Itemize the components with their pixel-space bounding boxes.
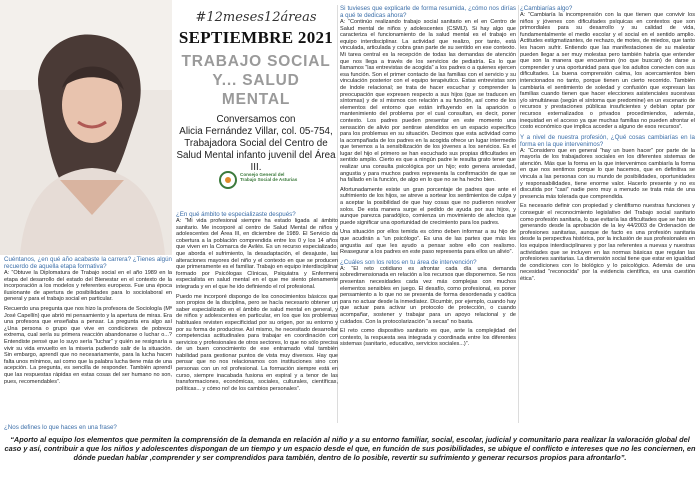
intro-body: Alicia Fernández Villar, col. 05-754, Trabajadora Social del Centro de Salud Mental infanto juvenil del Área III.: [176, 126, 336, 173]
organization-logo: [218, 170, 298, 198]
answer-paragraph: Recuerdo una pregunta que nos hizo la profesora de Sociología (Mª José Capellín) que abrió mi pensamiento y la apertura de miras. Era una profesora que enseñaba a pensar. La pregunta era algo así ¿Una persona o grupo que vive en condiciones de pobreza extrema, cual sería su primera reacción abandonarse o luchar o...? Entendiste pensé que lo suyo sería “luchar” y quién se resignaría a vivir su vida envuelto en la miseria pudiendo salir de la situación. Sin embargo, aprendí que no necesariamente, para la lucha hacen falta unos mínimos, así como que la palabra lucha tiene más de una acepción. La pregunta, es sencilla de responder. También aprendí que las respuestas rápidas en estas cosas del ser humano no son, pues, recomendables”.: [4, 305, 172, 385]
headline-date: SEPTIEMBRE 2021: [178, 28, 334, 47]
logo-text: Consejo General del Trabajo Social de Asturias: [240, 172, 298, 183]
question-heading: ¿Cambiarías algo?: [520, 5, 573, 12]
question-heading: Y a nivel de nuestra profesión, ¿Qué cosas cambiarías en la forma en la que intervenimos?: [520, 133, 695, 148]
column-1: [4, 256, 172, 388]
column-divider: [518, 5, 519, 423]
answer-paragraph: Afortunadamente existe un gran porcentaje de padres que ante el sufrimiento de los hijos, se atreve a sortear los sentimientos de culpa y a aceptar la posibilidad de que hay cosas que no pudieron resolver solos. De esta manera surge el pedido de ayuda por sus hijos, y aunque parezca paradójico, comienza un movimiento de afectos que puede significar una oportunidad de crecimiento para los padres.: [340, 186, 516, 226]
page-title: TRABAJO SOCIAL Y... SALUD MENTAL: [181, 53, 331, 108]
answer-paragraph: Puedo me incorporé dispongo de los conocimientos básicos que son propios de la disciplina, pero se hacía necesario obtener un saber especializado en el ámbito de salud mental en general, y de niños y adolescentes en particular, en los que los problemas habituales revisten especificidad por su origen, por su entorno y por su forma de producirse. Así mismo, he necesitado desarrollar competencias actitudinales para trabajar en coordinación con servicios y profesionales de otros sectores, lo que no sólo precisa de un buen conocimiento de ese entramado vital también habilidad para gestionar puntos de vista muy diversos. Hay que pensar que no nos relacionamos con instituciones sino con personas con un rol profesional. La formación siempre está en curso, siempre inacabada fusiona en espiral y a tenor de las transformaciones, económicas, sociales, culturales, científicas, políticas... y cómo no! de los cambios personales”.: [176, 293, 338, 392]
question-heading: Si tuvieses que explicarle de forma resumida, ¿cómo nos dirías a qué te dedicas ahora?: [340, 5, 516, 19]
answer-paragraph: A: “Mi vida profesional siempre ha estado ligada al ámbito sanitario. Me incorporé al centro de Salud Mental de niños y adolescentes del Área III, en diciembre de 1989. El Servicio da cobertura a la población comprendida entre los 0 y los 14 años que viven en la Comarca de Avilés. Es un recurso especializado, que aborda el sufrimiento, la desadaptación, el desajuste, las alteraciones mayores del niño y el contexto en que se producen que primeramente es el familiar. Trabajo en equipo interdisciplinar formado por Psicólogas Clínicas, Psiquiatra y Enfermera especialista en salud mental en el que me siento plenamente integrada y en el que he ido definiendo el rol profesional.: [176, 218, 338, 290]
hashtag: #12meses12áreas: [195, 10, 317, 25]
question-heading: Cuéntanos, ¿en qué año acabaste la carrera? ¿Tienes algún recuerdo de aquella etapa formativa?: [4, 256, 172, 270]
logo-icon: [218, 170, 238, 190]
answer-paragraph: A: “Obtuve la Diplomatura de Trabajo social en el año 1989 en la etapa del desarrollo del estado del Bienestar en el contexto de la incorporación a los modelos y referentes europeos. Fue una época ilusionante de apertura de posibilidades para lo sociolaboral en general y para el trabajo social en particular.: [4, 270, 172, 303]
column-3: [340, 5, 516, 351]
question-heading: ¿Nos defines lo que haces en una frase?: [4, 424, 117, 431]
intro-lead: Conversamos con: [216, 114, 296, 125]
answer-paragraph: A: “Cambiaría la incomprensión con la que tienen que convivir los niños y jóvenes con dificultades psíquicas en contextos que son primordiales para su desarrollo y su calidad de vida, fundamentalmente el medio escolar y el social en el sentido amplio. Actitudes estigmatizantes, de rechazo, de motes, de miedos, que tanto les hacen sufrir. Entiendo que las manifestaciones de su malestar pueden llegar a ser muy molestas pero también habría que entender que son la manera que encuentran (no que buscan) de darse a comprender y una oportunidad para que los adultos conecten con sus dificultades. La buena comprensión calma, los acercamientos bien intencionados no tanto, porque tienen un cierto recorrido. También cambiaría el sentimiento de soledad y confusión que expresan las familias cuando tienen que hacer elecciones asistenciales sucesivas y/o simultáneas (según el síntoma que predomine) en un escenario de recursos y prestaciones públicas insuficientes y debían optar por recursos externalizados o privados procedimiendos, además, inequidad en el acceso ya que muchas familias no pueden afrontar el costo económico que implica acceder a alguno de esos recursos”.: [520, 12, 695, 131]
answer-paragraph: A: “Continúo realizando trabajo social sanitario en el en Centro de Salud mental de niños y adolescentes (CSMIJ). Si hay algo que caracteriza el funcionamiento de la salud mental es el trabajo en equipo interdisciplinar. La actividad que realizo, por tanto, está vinculada, articulada y cobra gran parte de su sentido en ese contexto. Mi tarea central es la recepción de todas las demandas de atención que nos llega a través de los servicios de pediatría. Es lo que llamamos “las entrevistas de acogida” a los padres o a quienes ejercen esa función. Son el primer contacto de las familias con el servicio y su vinculación posterior con el equipo terapéutico. Estas entrevistas son de índole relacional; se trata de hacer escuchar y comprender la preocupación que expresen respecto a sus hijos (que se traducen en síntomas) y de sí mismos con relación a su función, así como de los elementos del entorno que están influyendo en la aparición o mantenimiento del problema por el cual consultan, es decir, poner contexto. Los padres pueden presentar en este momento una sensación de alivio por sentirse atendidos en un espacio específico para los problemas en su situación. Decimos que esta actividad como la acompañada de los padres en la acogida ofrece un lugar intermedio que tenemos a la sensibilización de los jóvenes a los servicios. Es el lugar del hijo el primero se han escuchado sus propias dificultades en sentido amplio. Cierto es que a ningún padre le resulta grato tener que realizar una consulta psicológica por un hijo; esto genera ansiedad, angustia y para muchos padres representa la confirmación de que se ha fallado en la función, de algo en lo que no se ha hecho bien.: [340, 19, 516, 184]
interviewee-intro: [172, 114, 340, 174]
question-heading: ¿En qué ámbito te especializaste después?: [176, 211, 296, 218]
answer-paragraph: A: “El reto cotidiano es afrontar cada día una demanda sobredimensionada en relación a los recursos que disponemos. Se nos presentan necesidades cada vez más complejas con muchos elementos sensibles en juego. El desafío, como profesional, es poner pensamiento a lo que no se presenta de forma desordenada y caótica para no actuar desde la inmediatez. Dicumbir, por ejemplo, cuando hay que actuar para activar un protocolo de protección, o cuando acompañar, sostener y trabajar para un apoyo relacional y de cuidados. Con la protocolarización “a secas” no basta.: [340, 265, 516, 325]
closing-quote: “Aporto al equipo los elementos que permiten la comprensión de la demanda en relación al niño y a su entorno familiar, social, escolar, judicial y comunitario para realizar la valoración global del caso y así, contribuir a que los niños y adolescentes dispongan de un tiempo y un espacio desde el que, en función de sus posibilidades, se ubique el conflicto e intereses que no les conciernen, en dónde puedan hablar ,comprender y ser comprendidos para también, dentro de lo posible, revertir su sufrimiento y generar recursos propios para afrontarlo”.: [4, 435, 696, 462]
answer-paragraph: El reto como dispositivo sanitario es que, ante la complejidad del contexto, la respuesta sea integrada y coordinada entre los diferentes sistemas (sanitario, educativo, servicios sociales...)”.: [340, 328, 516, 348]
column-2: [176, 211, 338, 395]
closing-section: [4, 424, 696, 462]
answer-paragraph: Una situación por ellos temida es cómo deben informar a su hijo de que acudirán a “un psicólogo”. Es una de las partes que más les angustia así que les ayudo a pensar sobre ello con realismo. Reasegurar a los padres en este paso representa para ellos un alivio”.: [340, 229, 516, 256]
column-4: [520, 5, 695, 286]
answer-paragraph: Es necesario definir con propiedad y clentifismo nuestras funciones y conseguir el reconocimiento legislativo del Trabajo social sanitario como profesión sanitaria, lo que evitaría las dificultades que se han ido generando desde la aprobación de la ley 44/2003 de Ordenación de profesiones sanitarias, aunque de facto es una profesión sanitaria desde la perspectiva histórica, por la inclusión de sus profesionales en los equipos interdisciplinares y por las referentes a nuevas y nuestras actividades que se incluyen en las normas básicas que regulan las profesiones sanitarias. La dimensión social tiene que estar en igualdad de condiciones con lo biológico y lo psicológico. Además de una necesidad “reconocida” por la evidencia científica, es una cuestión ética”.: [520, 203, 695, 282]
portrait-photo: [0, 0, 172, 255]
answer-paragraph: A: “Considero que en general “hay un buen hacer” por parte de la mayoría de los trabajadores sociales en los diferentes sistemas de atención. Más que la forma en la que intervenimos cambiaría la forma en que nos sentimos porque lo que hacemos, que en definitiva se vincula a las personas con su mundo de posibilidades, oportunidades y responsabilidades, tiene enorme valor. Hacerlo presente y no es discutida por “casi” nadie pero muy a menudo se trata más de una presencia más tolerada que comprendida.: [520, 147, 695, 200]
question-heading: ¿Cuáles son los retos en tu área de intervención?: [340, 258, 477, 266]
